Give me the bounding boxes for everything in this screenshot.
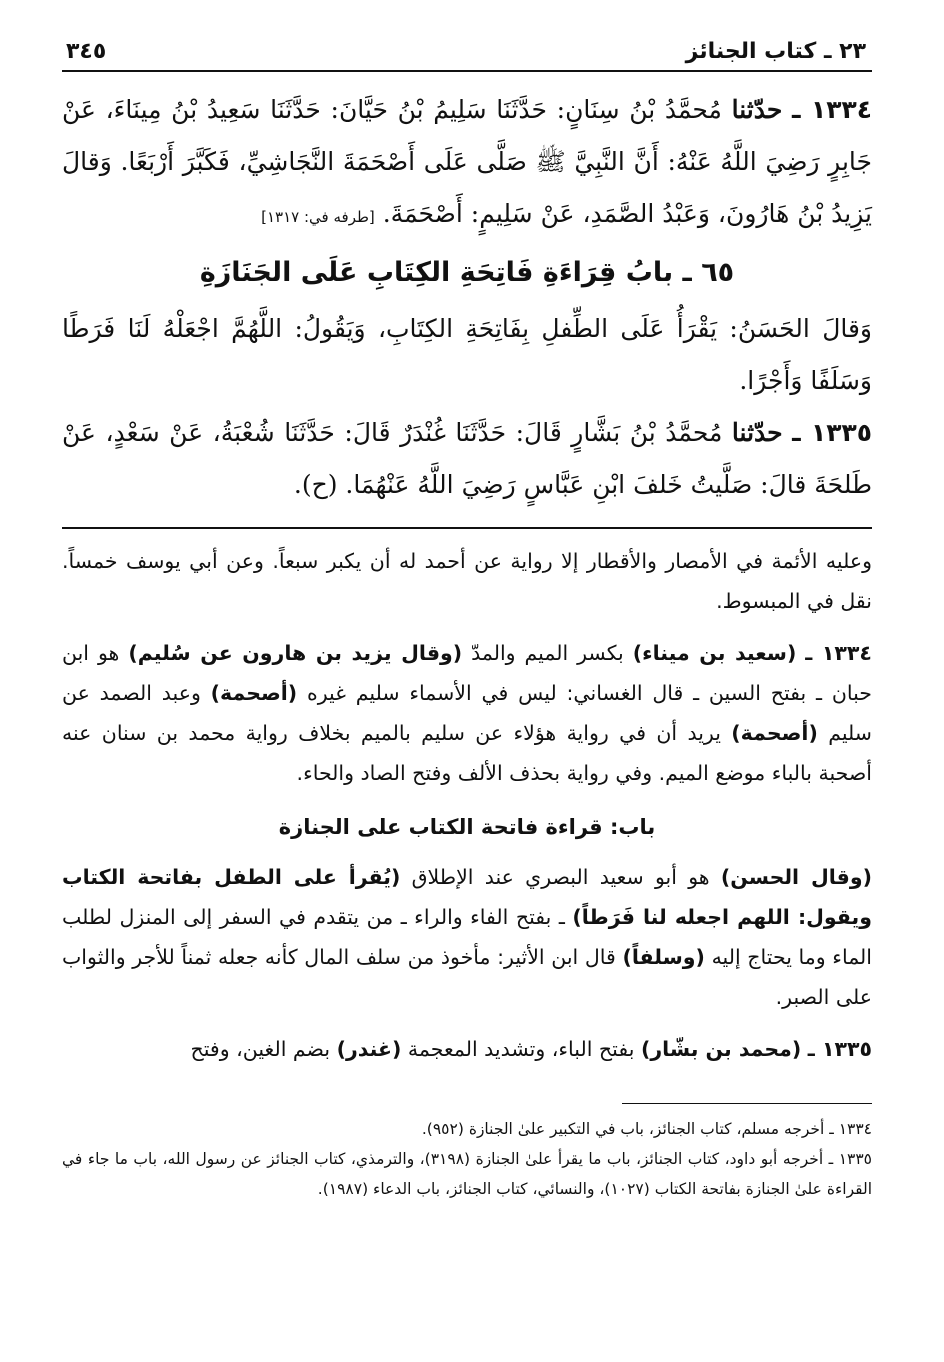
commentary-lemma: (أصحمة)	[210, 681, 298, 705]
commentary-1334	[62, 633, 872, 793]
hadith-text-section	[62, 84, 872, 511]
commentary-gloss: ـ بفتح الفاء والراء ـ من يتقدم في السفر إلى المنزل لطلب الماء وما يحتاج إليه	[62, 905, 872, 969]
hadith-opening: حدّثنا	[731, 95, 783, 124]
commentary-section	[62, 541, 872, 1069]
commentary-gloss: هو ابن حبان ـ بفتح السين ـ قال الغساني: ليس في الأسماء سليم غيره	[62, 641, 872, 705]
book-page	[62, 28, 872, 1204]
commentary-gloss: بكسر الميم والمدّ	[471, 641, 624, 665]
commentary-number: ١٣٣٥ ـ	[807, 1037, 872, 1061]
footnote-divider	[622, 1103, 872, 1104]
commentary-1335	[62, 1029, 872, 1069]
hadith-number: ١٣٣٥ ـ	[792, 418, 873, 447]
footnotes	[62, 1114, 872, 1204]
tarf-reference: [طرفه في: ١٣١٧]	[261, 208, 375, 226]
commentary-gloss: يريد أن في رواية هؤلاء عن سليم بالميم بخلاف رواية محمد بن سنان عنه أصحبة بالباء موضع الميم. وفي رواية بحذف الألف وفتح الصاد والحاء.	[62, 721, 872, 785]
athar-hasan: وَقالَ الحَسَنُ: يَقْرَأُ عَلَى الطِّفلِ بِفَاتِحَةِ الكِتَابِ، وَيَقُولُ: اللَّهُمَّ اجْعَلْهُ لَنَا فَرَطًا وَسَلَفًا وَأَجْرًا.	[62, 314, 872, 395]
commentary-lemma: (محمد بن بشّار)	[640, 1037, 802, 1061]
commentary-lemma: (يُقرأ على الطفل بفاتحة الكتاب ويقول: اللهم اجعله لنا فَرَطاً)	[62, 865, 872, 929]
commentary-lemma: (وقال الحسن)	[720, 865, 872, 889]
footnote-1334: ١٣٣٤ ـ أخرجه مسلم، كتاب الجنائز، باب في التكبير علىٰ الجنازة (٩٥٢).	[421, 1120, 872, 1138]
hadith-opening: حدّثنا	[731, 418, 783, 447]
page-number: ٣٤٥	[66, 39, 107, 64]
hadith-1335	[62, 407, 872, 511]
hadith-number: ١٣٣٤ ـ	[792, 95, 873, 124]
running-head	[62, 28, 872, 72]
hadith-body: مُحمَّدُ بْنُ بَشَّارٍ قَالَ: حَدَّثَنَا غُنْدَرٌ قَالَ: حَدَّثَنَا شُعْبَةُ، عَنْ سَعْدٍ، عَنْ طَلحَةَ قالَ: صَلَّيتُ خَلفَ ابْنِ عَبَّاسٍ رَضِيَ اللَّهُ عَنْهُمَا. (ح).	[62, 418, 872, 499]
commentary-gloss: قال ابن الأثير: مأخوذ من سلف المال كأنه جعله ثمناً للأجر والثواب على الصبر.	[62, 945, 872, 1009]
commentary-lemma: (أصحمة)	[731, 721, 818, 745]
commentary-gloss: هو أبو سعيد البصري عند الإطلاق	[411, 865, 710, 889]
commentary-gloss: بفتح الباء، وتشديد المعجمة	[407, 1037, 635, 1061]
commentary-gloss: وعبد الصمد عن سليم	[62, 681, 872, 745]
commentary-gloss: بضم الغين، وفتح	[190, 1037, 331, 1061]
chapter-title: ٢٣ ـ كتاب الجنائز	[685, 39, 866, 64]
commentary-continued: وعليه الأئمة في الأمصار والأقطار إلا رواية عن أحمد له أن يكبر سبعاً. وعن أبي يوسف خمساً. نقل في المبسوط.	[62, 549, 872, 613]
hadith-body: مُحمَّدُ بْنُ سِنَانٍ: حَدَّثَنَا سَلِيمُ بْنُ حَيَّانَ: حَدَّثَنَا سَعِيدُ بْنُ مِينَاءَ، عَنْ جَابِرٍ رَضِيَ اللَّهُ عَنْهُ: أَنَّ النَّبِيَّ ﷺ صَلَّى عَلَى أَصْحَمَةَ النَّجَاشِيِّ، فَكَبَّرَ أَرْبَعًا. وَقالَ يَزِيدُ بْنُ هَارُونَ، وَعَبْدُ الصَّمَدِ، عَنْ سَلِيمٍ: أَصْحَمَةَ.	[62, 95, 872, 228]
footnote-1335: ١٣٣٥ ـ أخرجه أبو داود، كتاب الجنائز، باب ما يقرأ علىٰ الجنازة (٣١٩٨)، والترمذي، كتاب الجنائز عن رسول الله، باب ما جاء في القراءة علىٰ الجنازة بفاتحة الكتاب (١٠٢٧)، والنسائي، كتاب الجنائز، باب الدعاء (١٩٨٧).	[62, 1150, 873, 1198]
hadith-1334	[62, 84, 872, 243]
commentary-lemma: (غندر)	[336, 1037, 402, 1061]
bab-title: ٦٥ ـ بابُ قِرَاءَةِ فَاتِحَةِ الكِتَابِ عَلَى الجَنَازَةِ	[199, 257, 735, 288]
commentary-bab-title: باب: قراءة فاتحة الكتاب على الجنازة	[278, 815, 656, 839]
commentary-lemma: (سعيد بن ميناء)	[632, 641, 797, 665]
commentary-lemma: (وسلفاً)	[622, 945, 705, 969]
commentary-number: ١٣٣٤ ـ	[805, 641, 872, 665]
text-commentary-divider	[62, 527, 872, 529]
commentary-hasan	[62, 857, 872, 1017]
commentary-lemma: (وقال يزيد بن هارون عن سُليم)	[128, 641, 463, 665]
